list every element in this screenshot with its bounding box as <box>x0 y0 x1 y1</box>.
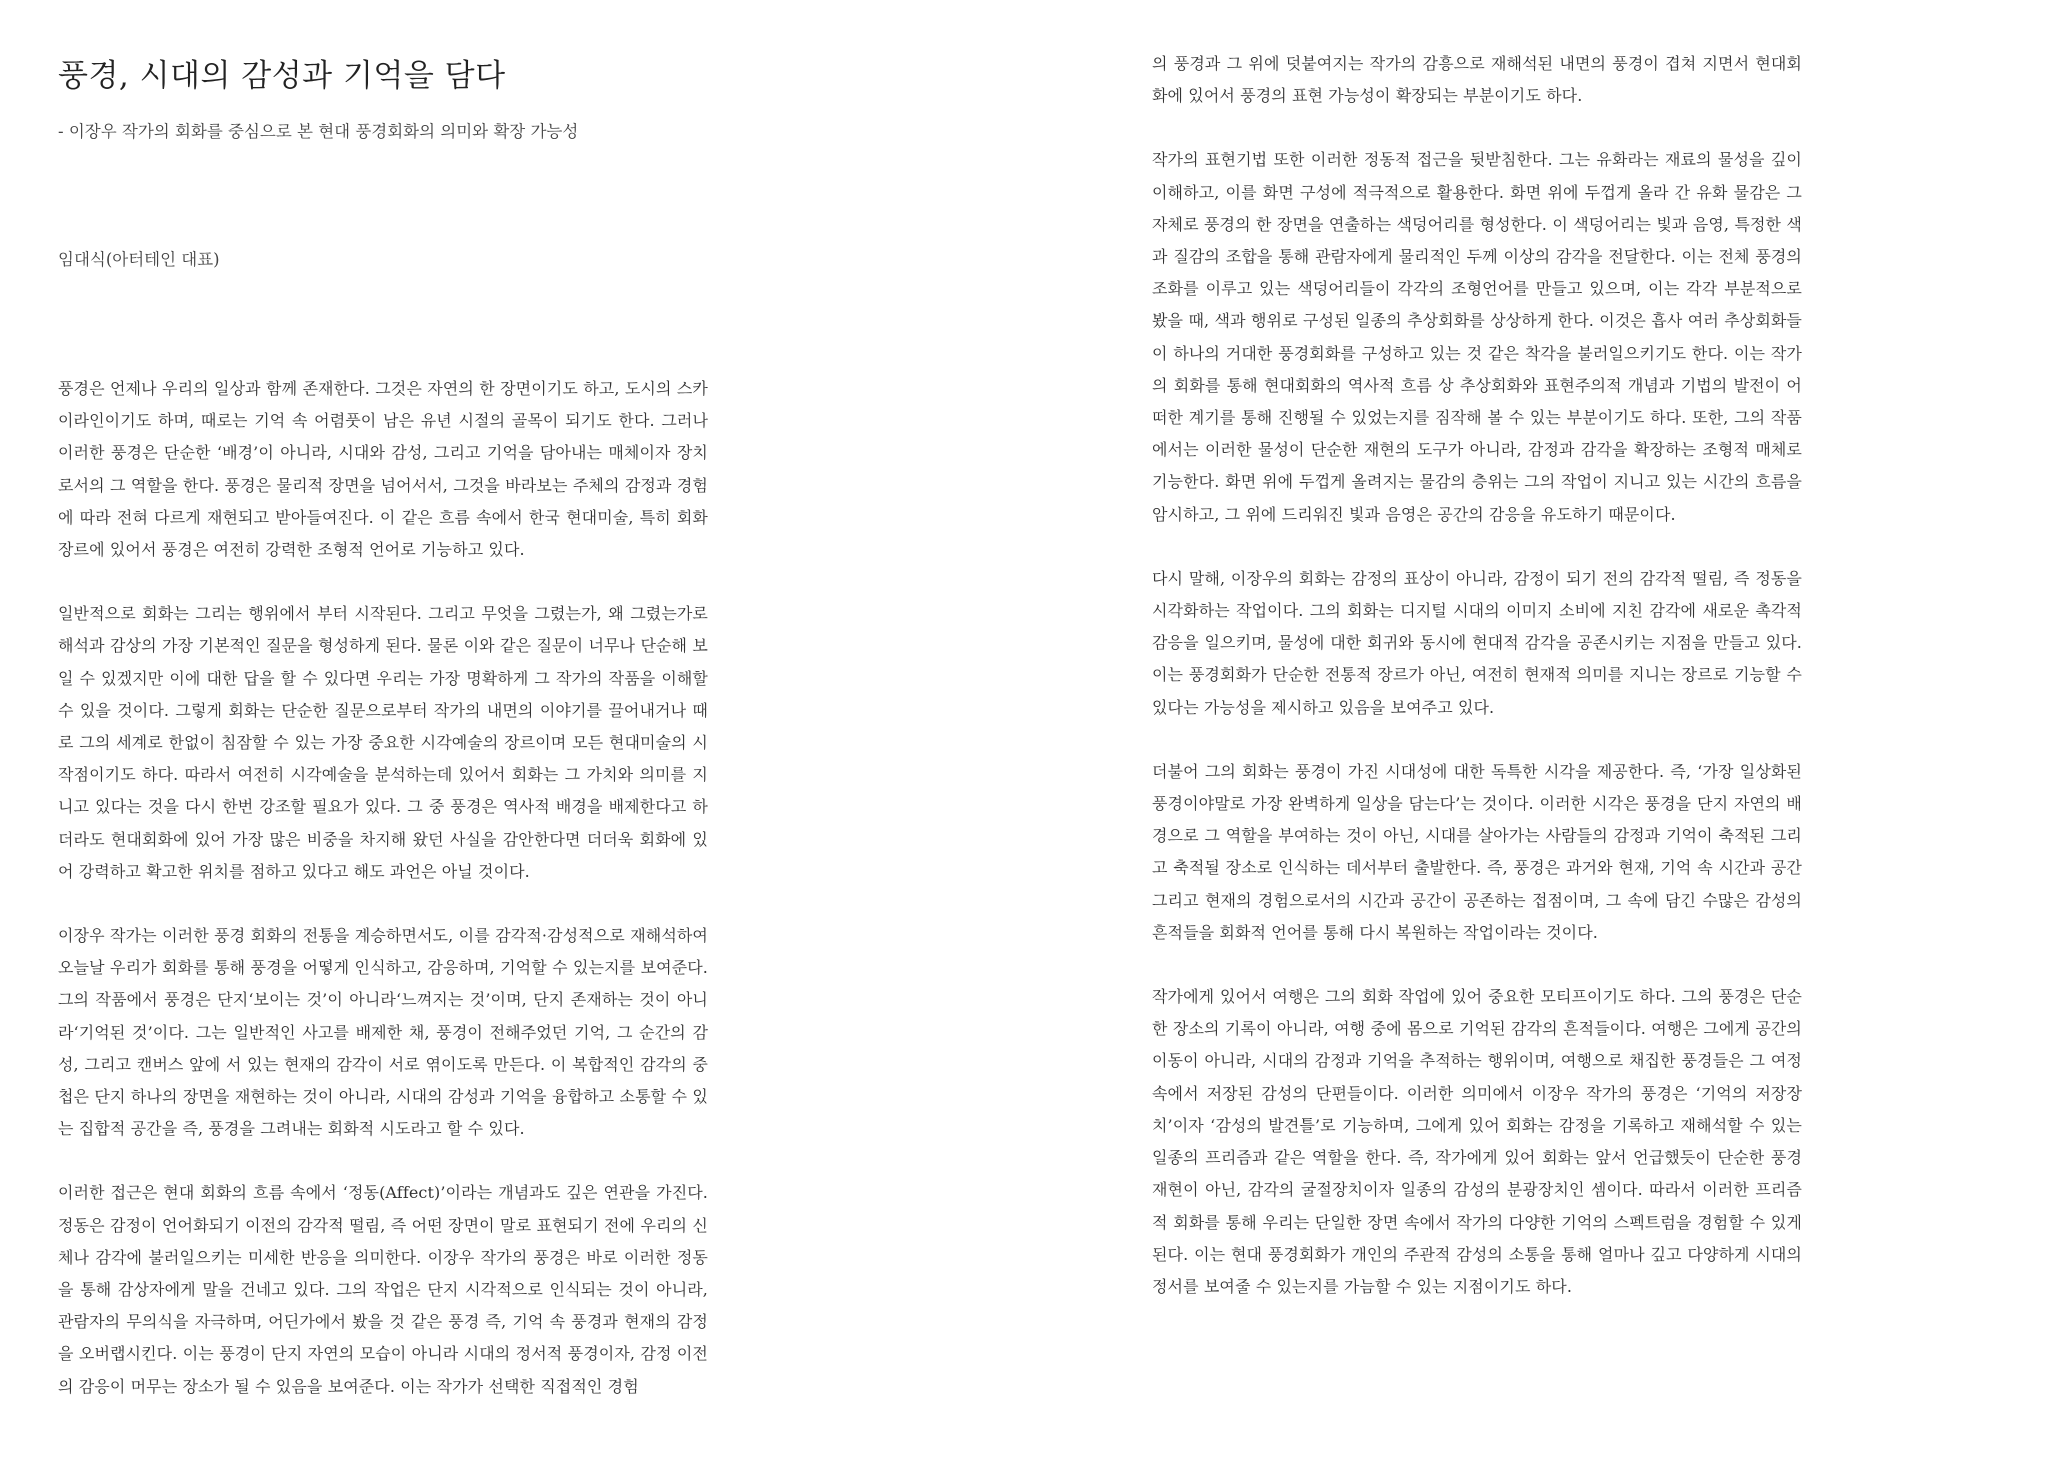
document-subtitle: - 이장우 작가의 회화를 중심으로 본 현대 풍경회화의 의미와 확장 가능성 <box>58 122 579 141</box>
body-paragraph: 이러한 접근은 현대 회화의 흐름 속에서 ‘정동(Affect)’이라는 개념과도 깊은 연관을 가진다. 정동은 감정이 언어화되기 이전의 감각적 떨림, 즉 어떤 장면이 말로 표현되기 전에 우리의 신체나 감각에 불러일으키는 미세한 반응을 의미한다. 이장우 작가의 풍경은 바로 이러한 정동을 통해 감상자에게 말을 건네고 있다. 그의 작업은 단지 시각적으로 인식되는 것이 아니라, 관람자의 무의식을 자극하며, 어딘가에서 봤을 것 같은 풍경 즉, 기억 속 풍경과 현재의 감정을 오버랩시킨다. 이는 풍경이 단지 자연의 모습이 아니라 시대의 정서적 풍경이자, 감정 이전의 감응이 머무는 장소가 될 수 있음을 보여준다. 이는 작가가 선택한 직접적인 경험 <box>58 1183 708 1396</box>
body-paragraph: 일반적으로 회화는 그리는 행위에서 부터 시작된다. 그리고 무엇을 그렸는가, 왜 그렸는가로 해석과 감상의 가장 기본적인 질문을 형성하게 된다. 물론 이와 같은 질문이 너무나 단순해 보일 수 있겠지만 이에 대한 답을 할 수 있다면 우리는 가장 명확하게 그 작가의 작품을 이해할 수 있을 것이다. 그렇게 회화는 단순한 질문으로부터 작가의 내면의 이야기를 끌어내거나 때로 그의 세계로 한없이 침잠할 수 있는 가장 중요한 시각예술의 장르이며 모든 현대미술의 시작점이기도 하다. 따라서 여전히 시각예술을 분석하는데 있어서 회화는 그 가치와 의미를 지니고 있다는 것을 다시 한번 강조할 필요가 있다. 그 중 풍경은 역사적 배경을 배제한다고 하더라도 현대회화에 있어 가장 많은 비중을 차지해 왔던 사실을 감안한다면 더더욱 회화에 있어 강력하고 확고한 위치를 점하고 있다고 해도 과언은 아닐 것이다. <box>58 604 708 881</box>
body-paragraph: 다시 말해, 이장우의 회화는 감정의 표상이 아니라, 감정이 되기 전의 감각적 떨림, 즉 정동을 시각화하는 작업이다. 그의 회화는 디지털 시대의 이미지 소비에 지친 감각에 새로운 촉각적 감응을 일으키며, 물성에 대한 회귀와 동시에 현대적 감각을 공존시키는 지점을 만들고 있다. 이는 풍경회화가 단순한 전통적 장르가 아닌, 여전히 현재적 의미를 지니는 장르로 기능할 수 있다는 가능성을 제시하고 있음을 보여주고 있다. <box>1152 568 1802 717</box>
body-paragraph: 더불어 그의 회화는 풍경이 가진 시대성에 대한 독특한 시각을 제공한다. 즉, ‘가장 일상화된 풍경이야말로 가장 완벽하게 일상을 담는다’는 것이다. 이러한 시각은 풍경을 단지 자연의 배경으로 그 역할을 부여하는 것이 아닌, 시대를 살아가는 사람들의 감정과 기억이 축적된 그리고 축적될 장소로 인식하는 데서부터 출발한다. 즉, 풍경은 과거와 현재, 기억 속 시간과 공간 그리고 현재의 경험으로서의 시간과 공간이 공존하는 접점이며, 그 속에 담긴 수많은 감성의 흔적들을 회화적 언어를 통해 다시 복원하는 작업이라는 것이다. <box>1152 761 1802 942</box>
body-paragraph: 의 풍경과 그 위에 덧붙여지는 작가의 감흥으로 재해석된 내면의 풍경이 겹쳐 지면서 현대회화에 있어서 풍경의 표현 가능성이 확장되는 부분이기도 하다. <box>1152 54 1802 106</box>
body-paragraph: 작가의 표현기법 또한 이러한 정동적 접근을 뒷받침한다. 그는 유화라는 재료의 물성을 깊이 이해하고, 이를 화면 구성에 적극적으로 활용한다. 화면 위에 두껍게 올라 간 유화 물감은 그 자체로 풍경의 한 장면을 연출하는 색덩어리를 형성한다. 이 색덩어리는 빛과 음영, 특정한 색과 질감의 조합을 통해 관람자에게 물리적인 두께 이상의 감각을 전달한다. 이는 전체 풍경의 조화를 이루고 있는 색덩어리들이 각각의 조형언어를 만들고 있으며, 이는 각각 부분적으로 봤을 때, 색과 행위로 구성된 일종의 추상회화를 상상하게 한다. 이것은 흡사 여러 추상회화들이 하나의 거대한 풍경회화를 구성하고 있는 것 같은 착각을 불러일으키기도 한다. 이는 작가의 회화를 통해 현대회화의 역사적 흐름 상 추상회화와 표현주의적 개념과 기법의 발전이 어떠한 계기를 통해 진행될 수 있었는지를 짐작해 볼 수 있는 부분이기도 하다. 또한, 그의 작품에서는 이러한 물성이 단순한 재현의 도구가 아니라, 감정과 감각을 확장하는 조형적 매체로 기능한다. 화면 위에 두껍게 올려지는 물감의 층위는 그의 작업이 지니고 있는 시간의 흐름을 암시하고, 그 위에 드리워진 빛과 음영은 공간의 감응을 유도하기 때문이다. <box>1152 150 1802 524</box>
right-body <box>1152 48 1802 1335</box>
body-paragraph: 이장우 작가는 이러한 풍경 회화의 전통을 계승하면서도, 이를 감각적·감성적으로 재해석하여 오늘날 우리가 회화를 통해 풍경을 어떻게 인식하고, 감응하며, 기억할 수 있는지를 보여준다. 그의 작품에서 풍경은 단지‘보이는 것’이 아니라‘느껴지는 것’이며, 단지 존재하는 것이 아니라‘기억된 것’이다. 그는 일반적인 사고를 배제한 채, 풍경이 전해주었던 기억, 그 순간의 감성, 그리고 캔버스 앞에 서 있는 현재의 감각이 서로 엮이도록 만든다. 이 복합적인 감각의 중첩은 단지 하나의 장면을 재현하는 것이 아니라, 시대의 감성과 기억을 융합하고 소통할 수 있는 집합적 공간을 즉, 풍경을 그려내는 회화적 시도라고 할 수 있다. <box>58 926 708 1139</box>
document-author: 임대식(아터테인 대표) <box>58 250 220 269</box>
body-paragraph: 풍경은 언제나 우리의 일상과 함께 존재한다. 그것은 자연의 한 장면이기도 하고, 도시의 스카이라인이기도 하며, 때로는 기억 속 어렴풋이 남은 유년 시절의 골목이 되기도 한다. 그러나 이러한 풍경은 단순한 ‘배경’이 아니라, 시대와 감성, 그리고 기억을 담아내는 매체이자 장치로서의 그 역할을 한다. 풍경은 물리적 장면을 넘어서서, 그것을 바라보는 주체의 감정과 경험에 따라 전혀 다르게 재현되고 받아들여진다. 이 같은 흐름 속에서 한국 현대미술, 특히 회화 장르에 있어서 풍경은 여전히 강력한 조형적 언어로 기능하고 있다. <box>58 379 708 560</box>
document-title: 풍경, 시대의 감성과 기억을 담다 <box>58 58 506 94</box>
body-paragraph: 작가에게 있어서 여행은 그의 회화 작업에 있어 중요한 모티프이기도 하다. 그의 풍경은 단순한 장소의 기록이 아니라, 여행 중에 몸으로 기억된 감각의 흔적들이다. 여행은 그에게 공간의 이동이 아니라, 시대의 감정과 기억을 추적하는 행위이며, 여행으로 채집한 풍경들은 그 여정 속에서 저장된 감성의 단편들이다. 이러한 의미에서 이장우 작가의 풍경은 ‘기억의 저장장치’이자 ‘감성의 발견틀’로 기능하며, 그에게 있어 회화는 감정을 기록하고 재해석할 수 있는 일종의 프리즘과 같은 역할을 한다. 즉, 작가에게 있어 회화는 앞서 언급했듯이 단순한 풍경 재현이 아닌, 감각의 굴절장치이자 일종의 감성의 분광장치인 셈이다. 따라서 이러한 프리즘적 회화를 통해 우리는 단일한 장면 속에서 작가의 다양한 기억의 스펙트럼을 경험할 수 있게 된다. 이는 현대 풍경회화가 개인의 주관적 감성의 소통을 통해 얼마나 깊고 다양하게 시대의 정서를 보여줄 수 있는지를 가늠할 수 있는 지점이기도 하다. <box>1152 987 1802 1296</box>
left-body <box>58 373 708 1435</box>
